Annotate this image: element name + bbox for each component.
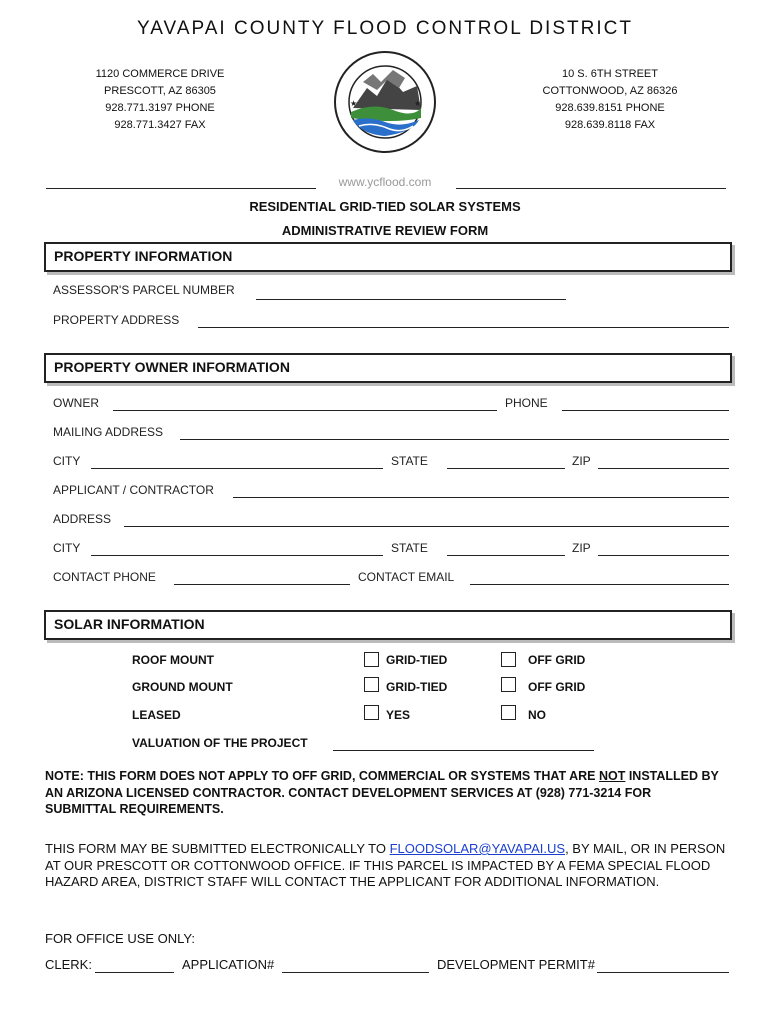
section-heading: PROPERTY OWNER INFORMATION	[54, 359, 290, 375]
note-text: NOTE: THIS FORM DOES NOT APPLY TO OFF GRID, COMMERCIAL OR SYSTEMS THAT ARE	[45, 769, 599, 783]
owner-label: OWNER	[53, 396, 99, 410]
roof-grid-tied-checkbox[interactable]	[364, 652, 379, 667]
property-address-label: PROPERTY ADDRESS	[53, 313, 180, 327]
city-label: CITY	[53, 541, 81, 555]
website-link[interactable]: www.ycflood.com	[338, 175, 432, 189]
district-logo	[333, 48, 437, 156]
address-line: PRESCOTT, AZ 86305	[104, 85, 216, 97]
contact-phone-label: CONTACT PHONE	[53, 570, 156, 584]
applicant-label: APPLICANT / CONTRACTOR	[53, 483, 214, 497]
clerk-label: CLERK:	[45, 957, 92, 972]
zip-label: ZIP	[572, 454, 591, 468]
phone-label: PHONE	[505, 396, 548, 410]
prescott-office-address	[60, 66, 260, 134]
applicant-field[interactable]	[233, 497, 729, 498]
svg-text:★: ★	[414, 99, 422, 108]
address-line: 928.639.8151 PHONE	[555, 102, 665, 114]
ground-grid-tied-label: GRID-TIED	[386, 680, 448, 694]
submission-paragraph	[45, 841, 735, 891]
ground-off-grid-label: OFF GRID	[528, 680, 586, 694]
application-label: APPLICATION#	[182, 957, 275, 972]
ground-mount-label: GROUND MOUNT	[132, 680, 233, 694]
cottonwood-office-address	[520, 66, 700, 134]
roof-grid-tied-label: GRID-TIED	[386, 653, 448, 667]
form-title-line1: RESIDENTIAL GRID-TIED SOLAR SYSTEMS	[249, 199, 521, 214]
applicant-address-label: ADDRESS	[53, 512, 112, 526]
submission-text: THIS FORM MAY BE SUBMITTED ELECTRONICALLY TO	[45, 841, 390, 856]
phone-field[interactable]	[562, 410, 729, 411]
mailing-address-field[interactable]	[180, 439, 729, 440]
valuation-field[interactable]	[333, 750, 594, 751]
parcel-number-label: ASSESSOR'S PARCEL NUMBER	[53, 283, 235, 297]
header-rule-left	[46, 188, 316, 189]
state-field[interactable]	[447, 468, 565, 469]
applicant-zip-field[interactable]	[598, 555, 729, 556]
solar-information-section	[44, 610, 732, 640]
district-title: YAVAPAI COUNTY FLOOD CONTROL DISTRICT	[137, 18, 633, 39]
zip-label: ZIP	[572, 541, 591, 555]
applicant-state-field[interactable]	[447, 555, 565, 556]
leased-yes-checkbox[interactable]	[364, 705, 379, 720]
mailing-address-label: MAILING ADDRESS	[53, 425, 164, 439]
address-line: 928.639.8118 FAX	[564, 119, 656, 131]
applicant-address-field[interactable]	[124, 526, 729, 527]
roof-mount-label: ROOF MOUNT	[132, 653, 214, 667]
contact-email-label: CONTACT EMAIL	[358, 570, 455, 584]
roof-off-grid-label: OFF GRID	[528, 653, 586, 667]
city-label: CITY	[53, 454, 81, 468]
address-line: 1120 COMMERCE DRIVE	[95, 68, 225, 80]
address-line: 928.771.3197 PHONE	[105, 102, 215, 114]
office-use-heading: FOR OFFICE USE ONLY:	[45, 931, 196, 946]
ground-grid-tied-checkbox[interactable]	[364, 677, 379, 692]
city-field[interactable]	[91, 468, 383, 469]
note-paragraph	[45, 768, 725, 818]
zip-field[interactable]	[598, 468, 729, 469]
ground-off-grid-checkbox[interactable]	[501, 677, 516, 692]
submission-email-link[interactable]: FLOODSOLAR@YAVAPAI.US	[389, 841, 566, 856]
contact-phone-field[interactable]	[174, 584, 350, 585]
contact-email-field[interactable]	[470, 584, 729, 585]
owner-field[interactable]	[113, 410, 497, 411]
address-line: 10 S. 6TH STREET	[562, 68, 658, 80]
development-permit-label: DEVELOPMENT PERMIT#	[437, 957, 595, 972]
svg-text:★: ★	[350, 99, 358, 108]
state-label: STATE	[391, 454, 428, 468]
form-title-line2: ADMINISTRATIVE REVIEW FORM	[281, 223, 489, 238]
roof-off-grid-checkbox[interactable]	[501, 652, 516, 667]
address-line: COTTONWOOD, AZ 86326	[542, 85, 678, 97]
development-permit-field[interactable]	[597, 972, 729, 973]
section-heading: SOLAR INFORMATION	[54, 616, 205, 632]
leased-no-checkbox[interactable]	[501, 705, 516, 720]
section-heading: PROPERTY INFORMATION	[54, 248, 233, 264]
note-text: INSTALLED BY AN ARIZONA LICENSED CONTRACTOR. CONTACT DEVELOPMENT SERVICES AT (928) 771-3214 FOR SUBMITTAL REQUIREMENTS.	[45, 769, 719, 816]
header-rule-right	[456, 188, 726, 189]
parcel-number-field[interactable]	[256, 299, 566, 300]
leased-yes-label: YES	[386, 708, 411, 722]
applicant-city-field[interactable]	[91, 555, 383, 556]
application-field[interactable]	[282, 972, 429, 973]
note-emphasis: NOT	[598, 769, 626, 783]
valuation-label: VALUATION OF THE PROJECT	[132, 736, 308, 750]
clerk-field[interactable]	[95, 972, 174, 973]
leased-no-label: NO	[528, 708, 546, 722]
property-information-section	[44, 242, 732, 272]
address-line: 928.771.3427 FAX	[114, 119, 206, 131]
property-address-field[interactable]	[198, 327, 729, 328]
property-owner-section	[44, 353, 732, 383]
submission-text: , BY MAIL, OR IN PERSON AT OUR PRESCOTT OR COTTONWOOD OFFICE. IF THIS PARCEL IS IMPACTED BY A FEMA SPECIAL FLOOD HAZARD AREA, DISTRICT STAFF WILL CONTACT THE APPLICANT FOR ADDITIONAL INFORMATION.	[45, 841, 726, 889]
state-label: STATE	[391, 541, 428, 555]
leased-label: LEASED	[132, 708, 181, 722]
